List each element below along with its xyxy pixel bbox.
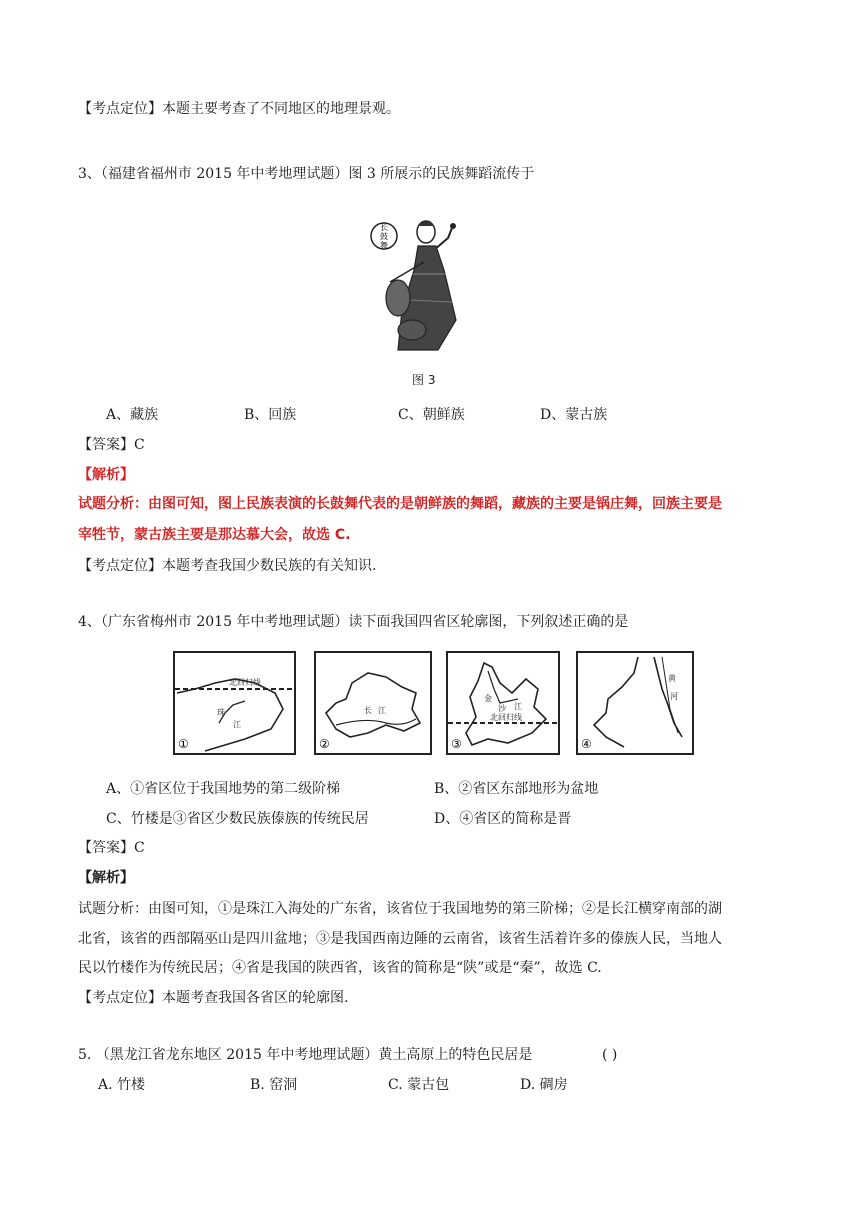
q4-map-2	[314, 651, 432, 755]
q4-analysis-line3: 民以竹楼作为传统民居；④省是我国的陕西省，该省的简称是“陕”或是“秦”，故选 C.	[78, 960, 602, 976]
q4-map2-label-chang: 长	[364, 706, 372, 715]
q3-figure-dancer	[368, 210, 480, 380]
q4-kaodian: 【考点定位】本题考查我国各省区的轮廓图.	[78, 990, 349, 1006]
q4-map4-number: ④	[581, 737, 592, 751]
q4-map-1	[173, 651, 296, 755]
q4-option-b: B、②省区东部地形为盆地	[434, 781, 599, 797]
q5-option-b: B. 窑洞	[250, 1077, 298, 1093]
q4-map3-label-jiang: 江	[514, 702, 522, 711]
q2-kaodian: 【考点定位】本题主要考查了不同地区的地理景观。	[78, 101, 400, 117]
q4-option-a: A、①省区位于我国地势的第二级阶梯	[106, 781, 341, 797]
q3-option-d: D、蒙古族	[540, 407, 608, 423]
q5-option-c: C. 蒙古包	[388, 1077, 450, 1093]
q4-map1-number: ①	[178, 737, 189, 751]
q5-option-d: D. 碉房	[520, 1077, 568, 1093]
svg-text:舞: 舞	[380, 241, 388, 250]
q3-jiexi-title: 【解析】	[78, 467, 134, 483]
q5-bracket: ( )	[602, 1047, 618, 1063]
q4-option-d: D、④省区的简称是晋	[434, 811, 572, 827]
q4-analysis-line1: 试题分析：由图可知，①是珠江入海处的广东省，该省位于我国地势的第三阶梯；②是长江横穿南部的湖	[78, 901, 722, 917]
q4-map1-label-zhu: 珠	[217, 708, 225, 717]
q3-answer: 【答案】C	[78, 437, 145, 453]
q4-map3-number: ③	[451, 737, 462, 751]
q3-kaodian: 【考点定位】本题考查我国少数民族的有关知识.	[78, 558, 377, 574]
q3-analysis-line1: 试题分析：由图可知，图上民族表演的长鼓舞代表的是朝鲜族的舞蹈，藏族的主要是锅庄舞，回族主要是	[78, 496, 722, 512]
q4-map2-number: ②	[319, 737, 330, 751]
q4-analysis-line2: 北省，该省的西部隔巫山是四川盆地；③是我国西南边陲的云南省，该省生活着许多的傣族人民，当地人	[78, 931, 722, 947]
q4-map-4	[576, 651, 694, 755]
q4-map1-label-tropic: 北回归线	[229, 678, 261, 687]
q3-option-c: C、朝鲜族	[398, 407, 465, 423]
q5-option-a: A. 竹楼	[98, 1077, 146, 1093]
svg-text:鼓: 鼓	[380, 232, 388, 241]
q4-map4-label-he: 河	[670, 692, 678, 701]
q4-answer: 【答案】C	[78, 840, 145, 856]
q3-figure-title-char1: 长	[380, 223, 388, 232]
q4-map4-label-huang: 黄	[668, 674, 676, 683]
q4-option-c: C、竹楼是③省区少数民族傣族的传统民居	[106, 811, 369, 827]
q3-option-a: A、藏族	[106, 407, 159, 423]
q4-jiexi-title: 【解析】	[78, 870, 134, 886]
q5-stem: 5. （黑龙江省龙东地区 2015 年中考地理试题）黄土高原上的特色民居是	[78, 1047, 533, 1063]
q4-map3-label-sha: 沙	[498, 704, 506, 713]
q4-map2-label-jiang: 江	[378, 706, 386, 715]
q3-stem: 3、（福建省福州市 2015 年中考地理试题）图 3 所展示的民族舞蹈流传于	[78, 166, 535, 182]
q4-map3-label-tropic: 北回归线	[490, 713, 522, 722]
q4-map1-label-jiang: 江	[233, 720, 241, 729]
q3-figure-label: 图 3	[412, 373, 436, 387]
q3-analysis-line2: 宰牲节，蒙古族主要是那达慕大会，故选 C.	[78, 527, 351, 543]
q4-stem: 4、（广东省梅州市 2015 年中考地理试题）读下面我国四省区轮廓图，下列叙述正确的是	[78, 614, 629, 630]
q4-map-3	[446, 651, 560, 755]
q3-option-b: B、回族	[244, 407, 297, 423]
q4-map3-label-jin: 金	[484, 694, 492, 703]
